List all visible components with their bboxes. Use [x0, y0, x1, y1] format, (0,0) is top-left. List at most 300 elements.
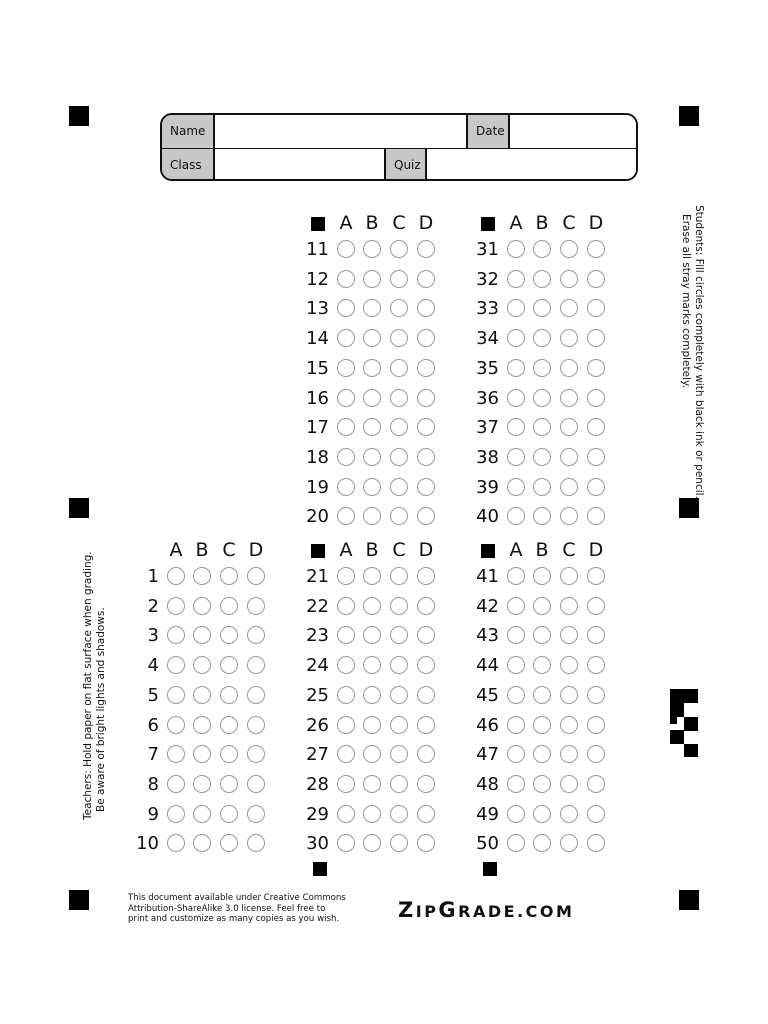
answer-bubble[interactable]	[533, 329, 551, 347]
answer-bubble[interactable]	[390, 686, 408, 704]
question-number: 43	[476, 625, 499, 647]
answer-bubble[interactable]	[193, 716, 211, 734]
answer-bubble[interactable]	[417, 567, 435, 585]
answer-bubble[interactable]	[337, 270, 355, 288]
question-number: 39	[476, 476, 499, 498]
answer-bubble[interactable]	[587, 597, 605, 615]
answer-bubble[interactable]	[507, 478, 525, 496]
question-row	[306, 623, 459, 649]
logo-z: Z	[398, 898, 416, 922]
answer-bubble[interactable]	[417, 359, 435, 377]
answer-bubble[interactable]	[560, 299, 578, 317]
answer-bubble[interactable]	[587, 507, 605, 525]
answer-bubble[interactable]	[363, 240, 381, 258]
answer-bubble[interactable]	[247, 716, 265, 734]
question-row	[139, 713, 289, 739]
answer-bubble[interactable]	[560, 270, 578, 288]
question-row	[139, 594, 289, 620]
answer-bubble[interactable]	[533, 775, 551, 793]
answer-bubble[interactable]	[417, 389, 435, 407]
answer-bubble[interactable]	[363, 329, 381, 347]
answer-bubble[interactable]	[167, 656, 185, 674]
answer-bubble[interactable]	[533, 656, 551, 674]
choice-letter: D	[418, 212, 434, 234]
answer-bubble[interactable]	[247, 567, 265, 585]
answer-bubble[interactable]	[363, 597, 381, 615]
answer-bubble[interactable]	[337, 656, 355, 674]
question-row	[476, 475, 629, 501]
registration-mark-top-right	[679, 106, 699, 126]
answer-bubble[interactable]	[507, 716, 525, 734]
question-row	[306, 504, 459, 530]
answer-bubble[interactable]	[390, 478, 408, 496]
answer-bubble[interactable]	[587, 567, 605, 585]
answer-bubble[interactable]	[220, 775, 238, 793]
answer-bubble[interactable]	[533, 270, 551, 288]
question-number: 2	[147, 595, 159, 617]
answer-bubble[interactable]	[337, 686, 355, 704]
answer-bubble[interactable]	[560, 805, 578, 823]
answer-bubble[interactable]	[337, 418, 355, 436]
answer-bubble[interactable]	[533, 716, 551, 734]
question-number: 45	[476, 684, 499, 706]
question-row	[306, 713, 459, 739]
answer-bubble[interactable]	[417, 448, 435, 466]
answer-bubble[interactable]	[533, 507, 551, 525]
answer-bubble[interactable]	[193, 805, 211, 823]
question-row	[476, 445, 629, 471]
answer-bubble[interactable]	[337, 716, 355, 734]
question-row	[139, 564, 289, 590]
choice-letter: C	[562, 539, 576, 561]
answer-bubble[interactable]	[587, 240, 605, 258]
answer-bubble[interactable]	[587, 359, 605, 377]
answer-bubble[interactable]	[507, 329, 525, 347]
answer-bubble[interactable]	[560, 359, 578, 377]
answer-bubble[interactable]	[193, 626, 211, 644]
answer-bubble[interactable]	[417, 656, 435, 674]
answer-bubble[interactable]	[533, 626, 551, 644]
question-number: 21	[306, 566, 329, 587]
registration-mark-mid-right	[679, 498, 699, 518]
answer-bubble[interactable]	[533, 418, 551, 436]
answer-bubble[interactable]	[507, 775, 525, 793]
answer-bubble[interactable]	[560, 597, 578, 615]
teachers-instructions-line1: Teachers: Hold paper on flat surface when grading.	[82, 551, 94, 820]
choice-header	[479, 540, 619, 562]
answer-bubble[interactable]	[417, 240, 435, 258]
question-number: 33	[476, 298, 499, 320]
answer-bubble[interactable]	[220, 597, 238, 615]
answer-bubble[interactable]	[390, 775, 408, 793]
answer-bubble[interactable]	[167, 716, 185, 734]
id-mark	[670, 689, 698, 703]
answer-bubble[interactable]	[507, 567, 525, 585]
answer-bubble[interactable]	[417, 775, 435, 793]
question-number: 41	[476, 566, 499, 587]
answer-bubble[interactable]	[417, 716, 435, 734]
question-row	[476, 802, 629, 828]
students-instructions-line1: Students: Fill circles completely with black ink or pencil.	[693, 205, 705, 499]
question-row	[476, 594, 629, 620]
answer-bubble[interactable]	[417, 686, 435, 704]
question-number: 15	[306, 357, 329, 379]
answer-bubble[interactable]	[247, 834, 265, 852]
answer-bubble[interactable]	[507, 656, 525, 674]
registration-mark-bottom-right	[679, 890, 699, 910]
answer-bubble[interactable]	[337, 478, 355, 496]
answer-bubble[interactable]	[363, 775, 381, 793]
answer-bubble[interactable]	[337, 359, 355, 377]
id-mark	[670, 717, 677, 724]
answer-bubble[interactable]	[533, 389, 551, 407]
question-row	[306, 564, 459, 590]
answer-bubble[interactable]	[507, 834, 525, 852]
question-row	[306, 772, 459, 798]
answer-bubble[interactable]	[247, 805, 265, 823]
answer-bubble[interactable]	[560, 656, 578, 674]
answer-bubble[interactable]	[507, 597, 525, 615]
question-number: 4	[147, 655, 159, 677]
choice-letter: C	[562, 212, 576, 234]
answer-bubble[interactable]	[247, 745, 265, 763]
answer-bubble[interactable]	[247, 626, 265, 644]
question-row	[476, 237, 629, 263]
question-row	[306, 386, 459, 412]
answer-bubble[interactable]	[167, 834, 185, 852]
question-row	[306, 267, 459, 293]
answer-bubble[interactable]	[587, 834, 605, 852]
answer-bubble[interactable]	[167, 686, 185, 704]
answer-bubble[interactable]	[533, 448, 551, 466]
question-number: 9	[147, 803, 159, 825]
question-row	[476, 831, 629, 857]
answer-bubble[interactable]	[390, 359, 408, 377]
answer-bubble[interactable]	[560, 448, 578, 466]
answer-bubble[interactable]	[363, 270, 381, 288]
question-number: 38	[476, 446, 499, 468]
answer-bubble[interactable]	[507, 805, 525, 823]
choice-header	[309, 213, 449, 235]
answer-bubble[interactable]	[533, 478, 551, 496]
answer-bubble[interactable]	[363, 686, 381, 704]
teachers-instructions	[82, 551, 108, 820]
answer-bubble[interactable]	[390, 834, 408, 852]
answer-bubble[interactable]	[587, 448, 605, 466]
answer-bubble[interactable]	[533, 567, 551, 585]
question-row	[306, 296, 459, 322]
answer-bubble[interactable]	[337, 626, 355, 644]
answer-bubble[interactable]	[587, 686, 605, 704]
answer-bubble[interactable]	[337, 448, 355, 466]
answer-bubble[interactable]	[247, 686, 265, 704]
question-number: 29	[306, 803, 329, 825]
choice-letter: D	[418, 539, 434, 561]
answer-bubble[interactable]	[220, 686, 238, 704]
answer-bubble[interactable]	[507, 686, 525, 704]
question-row	[306, 594, 459, 620]
answer-bubble[interactable]	[507, 626, 525, 644]
answer-bubble[interactable]	[417, 597, 435, 615]
question-row	[306, 802, 459, 828]
answer-bubble[interactable]	[337, 507, 355, 525]
answer-bubble[interactable]	[167, 805, 185, 823]
answer-bubble[interactable]	[507, 240, 525, 258]
answer-bubble[interactable]	[193, 745, 211, 763]
answer-bubble[interactable]	[560, 775, 578, 793]
answer-bubble[interactable]	[533, 805, 551, 823]
answer-bubble[interactable]	[533, 686, 551, 704]
answer-bubble[interactable]	[587, 329, 605, 347]
answer-bubble[interactable]	[390, 716, 408, 734]
block-marker	[481, 544, 495, 558]
choice-header	[479, 213, 619, 235]
zipgrade-logo	[398, 898, 574, 922]
answer-bubble[interactable]	[560, 389, 578, 407]
question-number: 19	[306, 476, 329, 498]
answer-bubble[interactable]	[587, 805, 605, 823]
answer-bubble[interactable]	[247, 656, 265, 674]
question-number: 3	[147, 625, 159, 647]
question-row	[476, 326, 629, 352]
answer-bubble[interactable]	[533, 299, 551, 317]
answer-bubble[interactable]	[167, 567, 185, 585]
registration-mark-bottom-left	[69, 890, 89, 910]
answer-bubble[interactable]	[560, 507, 578, 525]
answer-bubble[interactable]	[507, 299, 525, 317]
answer-bubble[interactable]	[390, 448, 408, 466]
answer-bubble[interactable]	[337, 567, 355, 585]
answer-bubble[interactable]	[193, 775, 211, 793]
answer-bubble[interactable]	[507, 418, 525, 436]
answer-bubble[interactable]	[167, 745, 185, 763]
question-row	[306, 831, 459, 857]
question-number: 48	[476, 773, 499, 795]
answer-bubble[interactable]	[417, 507, 435, 525]
answer-bubble[interactable]	[587, 656, 605, 674]
answer-bubble[interactable]	[220, 805, 238, 823]
answer-bubble[interactable]	[417, 329, 435, 347]
answer-bubble[interactable]	[507, 507, 525, 525]
answer-bubble[interactable]	[417, 478, 435, 496]
answer-bubble[interactable]	[337, 597, 355, 615]
answer-bubble[interactable]	[390, 389, 408, 407]
question-row	[306, 742, 459, 768]
question-row	[476, 683, 629, 709]
answer-bubble[interactable]	[220, 567, 238, 585]
answer-bubble[interactable]	[220, 745, 238, 763]
question-row	[476, 742, 629, 768]
answer-bubble[interactable]	[507, 448, 525, 466]
choice-header	[139, 540, 279, 562]
answer-bubble[interactable]	[363, 716, 381, 734]
answer-bubble[interactable]	[417, 745, 435, 763]
answer-bubble[interactable]	[363, 626, 381, 644]
answer-bubble[interactable]	[337, 299, 355, 317]
answer-bubble[interactable]	[337, 775, 355, 793]
answer-bubble[interactable]	[533, 359, 551, 377]
choice-letter: B	[535, 539, 549, 561]
choice-letter: D	[588, 212, 604, 234]
answer-bubble[interactable]	[533, 597, 551, 615]
answer-bubble[interactable]	[247, 775, 265, 793]
answer-bubble[interactable]	[390, 418, 408, 436]
question-row	[476, 504, 629, 530]
answer-bubble[interactable]	[587, 478, 605, 496]
answer-bubble[interactable]	[533, 745, 551, 763]
answer-bubble[interactable]	[533, 240, 551, 258]
question-row	[139, 802, 289, 828]
answer-bubble[interactable]	[193, 597, 211, 615]
answer-bubble[interactable]	[220, 834, 238, 852]
answer-bubble[interactable]	[390, 597, 408, 615]
quiz-field[interactable]	[427, 149, 636, 181]
question-number: 6	[147, 714, 159, 736]
answer-bubble[interactable]	[390, 240, 408, 258]
answer-bubble[interactable]	[193, 656, 211, 674]
answer-bubble[interactable]	[337, 329, 355, 347]
answer-bubble[interactable]	[390, 270, 408, 288]
column-mark-bottom-1	[313, 862, 327, 876]
answer-bubble[interactable]	[587, 775, 605, 793]
answer-bubble[interactable]	[363, 359, 381, 377]
answer-bubble[interactable]	[560, 240, 578, 258]
answer-bubble[interactable]	[390, 329, 408, 347]
answer-bubble[interactable]	[220, 626, 238, 644]
answer-bubble[interactable]	[167, 597, 185, 615]
answer-bubble[interactable]	[193, 567, 211, 585]
answer-bubble[interactable]	[417, 805, 435, 823]
registration-mark-top-left	[69, 106, 89, 126]
choice-letter: B	[365, 212, 379, 234]
answer-bubble[interactable]	[363, 805, 381, 823]
answer-bubble[interactable]	[507, 389, 525, 407]
answer-bubble[interactable]	[167, 626, 185, 644]
answer-bubble[interactable]	[337, 240, 355, 258]
answer-bubble[interactable]	[337, 805, 355, 823]
answer-bubble[interactable]	[390, 805, 408, 823]
answer-bubble[interactable]	[417, 626, 435, 644]
answer-bubble[interactable]	[560, 626, 578, 644]
answer-bubble[interactable]	[560, 686, 578, 704]
choice-letter: A	[339, 212, 353, 234]
answer-bubble[interactable]	[363, 745, 381, 763]
answer-bubble[interactable]	[390, 567, 408, 585]
answer-bubble[interactable]	[587, 418, 605, 436]
question-number: 16	[306, 387, 329, 409]
choice-letter: D	[588, 539, 604, 561]
question-number: 26	[306, 714, 329, 736]
answer-bubble[interactable]	[337, 389, 355, 407]
answer-bubble[interactable]	[560, 418, 578, 436]
choice-header	[309, 540, 449, 562]
answer-bubble[interactable]	[363, 834, 381, 852]
answer-bubble[interactable]	[220, 716, 238, 734]
column-mark-bottom-2	[483, 862, 497, 876]
answer-bubble[interactable]	[417, 299, 435, 317]
answer-bubble[interactable]	[507, 270, 525, 288]
choice-letter: C	[392, 539, 406, 561]
question-row	[139, 772, 289, 798]
answer-bubble[interactable]	[337, 745, 355, 763]
choice-letter: A	[339, 539, 353, 561]
answer-bubble[interactable]	[390, 507, 408, 525]
id-mark	[670, 703, 684, 717]
answer-bubble[interactable]	[363, 299, 381, 317]
answer-bubble[interactable]	[587, 389, 605, 407]
answer-bubble[interactable]	[417, 834, 435, 852]
answer-bubble[interactable]	[363, 448, 381, 466]
question-number: 34	[476, 328, 499, 350]
answer-bubble[interactable]	[560, 745, 578, 763]
answer-bubble[interactable]	[390, 299, 408, 317]
date-field[interactable]	[510, 115, 636, 148]
id-mark	[684, 717, 698, 731]
answer-bubble[interactable]	[363, 507, 381, 525]
answer-bubble[interactable]	[167, 775, 185, 793]
question-row	[476, 296, 629, 322]
question-row	[306, 683, 459, 709]
license-note	[128, 893, 346, 925]
question-number: 7	[147, 744, 159, 766]
answer-bubble[interactable]	[193, 686, 211, 704]
answer-bubble[interactable]	[560, 716, 578, 734]
question-row	[476, 386, 629, 412]
answer-bubble[interactable]	[417, 418, 435, 436]
class-field[interactable]	[215, 149, 385, 181]
answer-bubble[interactable]	[390, 745, 408, 763]
answer-bubble[interactable]	[363, 478, 381, 496]
question-number: 23	[306, 625, 329, 647]
answer-bubble[interactable]	[363, 656, 381, 674]
question-number: 22	[306, 595, 329, 617]
answer-bubble[interactable]	[220, 656, 238, 674]
answer-bubble[interactable]	[507, 359, 525, 377]
answer-bubble[interactable]	[587, 716, 605, 734]
answer-bubble[interactable]	[560, 478, 578, 496]
answer-bubble[interactable]	[507, 745, 525, 763]
answer-bubble[interactable]	[363, 389, 381, 407]
answer-bubble[interactable]	[560, 834, 578, 852]
question-row	[306, 415, 459, 441]
question-number: 17	[306, 417, 329, 439]
answer-bubble[interactable]	[247, 597, 265, 615]
answer-bubble[interactable]	[560, 567, 578, 585]
answer-bubble[interactable]	[533, 834, 551, 852]
answer-bubble[interactable]	[390, 626, 408, 644]
answer-bubble[interactable]	[587, 270, 605, 288]
student-info-form	[160, 113, 638, 181]
answer-bubble[interactable]	[193, 834, 211, 852]
question-row	[306, 653, 459, 679]
answer-bubble[interactable]	[417, 270, 435, 288]
question-row	[476, 653, 629, 679]
answer-bubble[interactable]	[587, 626, 605, 644]
question-row	[136, 831, 289, 857]
answer-bubble[interactable]	[560, 329, 578, 347]
license-line-3: print and customize as many copies as you wish.	[128, 914, 340, 924]
answer-bubble[interactable]	[390, 656, 408, 674]
answer-bubble[interactable]	[363, 567, 381, 585]
answer-bubble[interactable]	[587, 299, 605, 317]
answer-bubble[interactable]	[587, 745, 605, 763]
answer-bubble[interactable]	[337, 834, 355, 852]
choice-letter: B	[365, 539, 379, 561]
name-field[interactable]	[215, 115, 467, 148]
question-number: 18	[306, 446, 329, 468]
id-mark	[684, 744, 698, 757]
answer-bubble[interactable]	[363, 418, 381, 436]
